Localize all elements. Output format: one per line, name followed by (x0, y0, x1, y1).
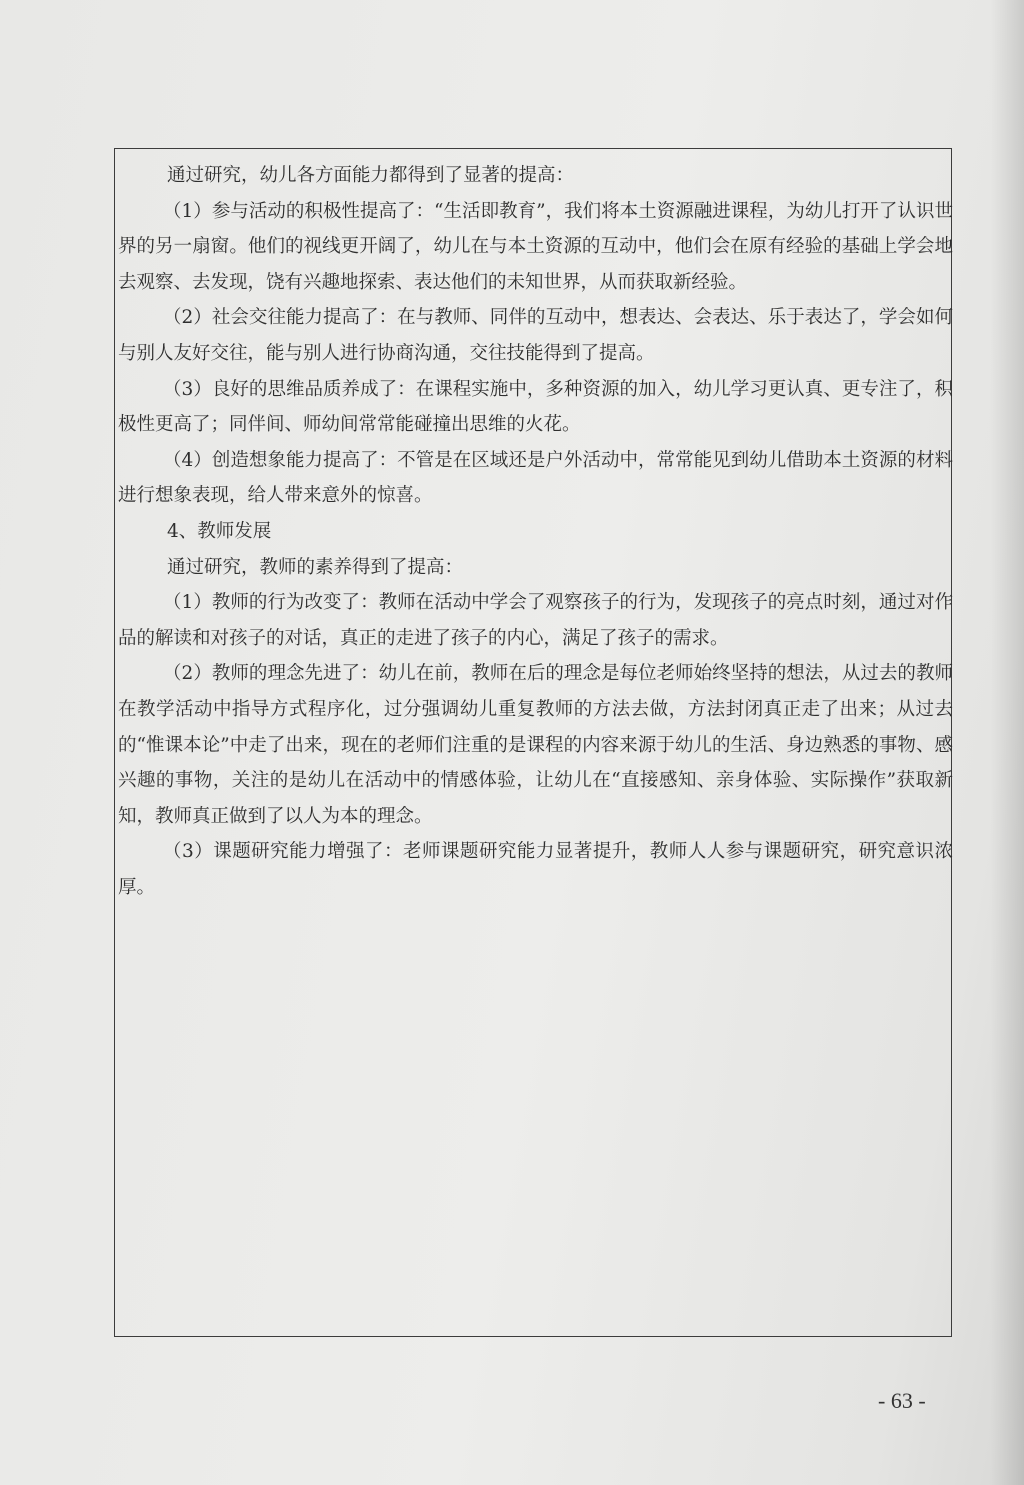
paragraph-teachers-2: （2）教师的理念先进了：幼儿在前，教师在后的理念是每位老师始终坚持的想法，从过去的教师在教学活动中指导方式程序化，过分强调幼儿重复教师的方法去做，方法封闭真正走了出来；从过去的“惟课本论”中走了出来，现在的老师们注重的是课程的内容来源于幼儿的生活、身边熟悉的事物、感兴趣的事物，关注的是幼儿在活动中的情感体验，让幼儿在“直接感知、亲身体验、实际操作”获取新知，教师真正做到了以人为本的理念。 (118, 663, 953, 827)
document-body (118, 158, 953, 905)
paragraph-intro-children: 通过研究，幼儿各方面能力都得到了显著的提高： (167, 165, 575, 186)
paragraph-children-2: （2）社会交往能力提高了：在与教师、同伴的互动中，想表达、会表达、乐于表达了，学会如何与别人友好交往，能与别人进行协商沟通，交往技能得到了提高。 (118, 307, 953, 364)
paragraph-children-1: （1）参与活动的积极性提高了：“生活即教育”，我们将本土资源融进课程，为幼儿打开了认识世界的另一扇窗。他们的视线更开阔了，幼儿在与本土资源的互动中，他们会在原有经验的基础上学会地去观察、去发现，饶有兴趣地探索、表达他们的未知世界，从而获取新经验。 (118, 200, 953, 293)
page-edge-shadow (990, 0, 1024, 1485)
paragraph-teachers-3: （3）课题研究能力增强了：老师课题研究能力显著提升，教师人人参与课题研究，研究意识浓厚。 (118, 841, 953, 898)
section-heading-teacher-development: 4、教师发展 (167, 520, 272, 542)
paragraph-teachers-1: （1）教师的行为改变了：教师在活动中学会了观察孩子的行为，发现孩子的亮点时刻，通过对作品的解读和对孩子的对话，真正的走进了孩子的内心，满足了孩子的需求。 (118, 592, 953, 649)
paragraph-children-4: （4）创造想象能力提高了：不管是在区域还是户外活动中，常常能见到幼儿借助本土资源的材料进行想象表现，给人带来意外的惊喜。 (118, 449, 953, 507)
paragraph-children-3: （3）良好的思维品质养成了：在课程实施中，多种资源的加入，幼儿学习更认真、更专注了，积极性更高了；同伴间、师幼间常常能碰撞出思维的火花。 (118, 378, 953, 436)
paragraph-intro-teachers: 通过研究，教师的素养得到了提高： (167, 556, 464, 578)
page-number: - 63 - (878, 1388, 926, 1413)
